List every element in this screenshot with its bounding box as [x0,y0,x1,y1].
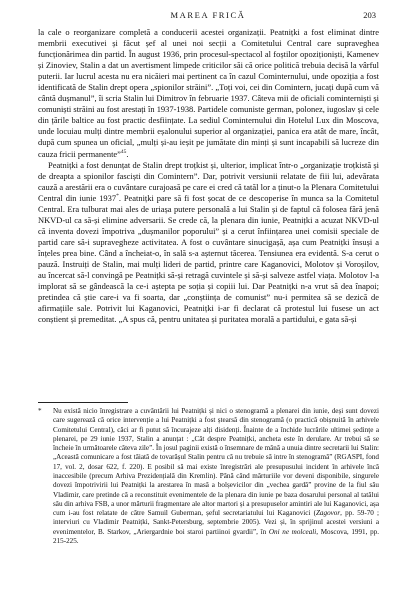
footnote-text-d: , Moscova, 1991, pp. 215-225. [53,527,379,545]
endnote-ref-45: 45 [120,148,127,155]
paragraph-1-end: . [126,148,129,159]
footnote-mark: * [38,407,42,415]
main-text [38,27,379,325]
footnote-text-b: (RGASPI, fond 17, vol. 2, dosar 622, f. 220). E posibil să mai existe înregistrări ale presupusului incident în arhivele încă inaccesibile (precum Arhiva Prezidențială din Kremlin). Până când mărturiile vor deveni disponibile, singurele dovezi împotrivirii lui Peatnițki la arestarea în masă a bolșevicilor din „vechea gardă” provine de la fiul său Vladimir, care pretinde că a reconstituit evenimentele de la plenara din iunie pe baza dosarului personal al tatălui său din arhiva FSB, a unor mărturii fragmentare ale altor martori și a presupuselor amintiri ale lui Kaganovici, așa cum i-au fost relatate de către Samuil Guberman, șeful secretariatului lui Kaganovici ( [53,453,379,518]
footnote-text-a: Nu există nicio înregistrare a cuvântării lui Peatnițki și nici o stenogramă a plenarei din iunie, deși sunt dovezi care sugerează că orice intervenție a lui Peatnițki a fost ștearsă din stenogramă (o practică obișnuită în arhivele Comitetului Central), căci ar fi putut să încurajeze alți disidenți. Înainte de a închide lucrările ultimei ședințe a plenarei, pe 29 iunie 1937, Stalin a anunțat : „Cât despre Peatnițki, ancheta este în derulare. Ar trebui să se încheie în următoarele câteva zile”. În josul paginii există o însemnare de mână a unuia dintre secretarii lui Stalin: „Această comunicare a fost tăiată de tovarășul Stalin pentru că nu trebuie să intre în stenogramă” [53,407,379,462]
paragraph-2-text: Peatnițki a fost denunțat de Stalin drept troțkist și, ulterior, implicat într-o „organizație troțkistă și de dreapta a spionilor fasciști din Comintern”. Dar, potrivit versiunii relatate de fiii lui, adevărata cauză a arestării era o cuvântare curajoasă pe care ei cred că tatăl lor a ținut-o la Plenara Comitetului Central din iunie 1937 [38,159,379,203]
footnote-ref-asterisk: * [116,192,119,199]
page-number: 203 [363,10,376,20]
paragraph-2-rest: . Peatnițki pare să fi fost șocat de ce descoperise în munca sa la Comitetul Central. Era tulburat mai ales de uriașa putere personală a lui Stalin și de faptul că folosea fără jenă NKVD-ul ca să-și elimine adversarii. Se crede că, la plenara din iunie, Peatnițki a acuzat NKVD-ul că inventa dovezi împotriva „dușmanilor poporului” și a cerut înființarea unei comisii speciale de partid care să-i supravegheze activitatea. A fost o cuvântare sinucigașă, așa cum Peatnițki însuși a înțeles prea bine. Când a încheiat-o, în sală s-a așternut tăcerea. Tensiunea era evidentă. S-a cerut o pauză. Instruiți de Stalin, mai mulți lideri de partid, printre care Kaganovici, Molotov și Voroșilov, au încercat să-l convingă pe Peatnițki să-și retragă cuvintele și să-și salveze astfel viața. Molotov l-a implorat să se gândească la ce-i aștepta pe soția și copiii lui. Dar Peatnițki n-a vrut să dea înapoi; pretindea că știe care-i va fi soarta, dar „conștiința de comunist” nu-i permitea să se dezică de afirmațiile sale. Potrivit lui Kaganovici, Peatnițki i-ar fi declarat că protestul lui fusese un act conștient și premeditat. „A spus că, pentru unitatea și puritatea morală a partidului, e gata să-și [38,192,379,325]
page-header [40,8,376,22]
paragraph-2 [38,160,379,326]
footnote-text-c: , pp. 59-70 ; interviuri cu Vladimir Peatnițki, Sankt-Petersburg, septembrie 2005). Vezi și, în sprijinul acestei versiuni a evenimentelor, B. Starkov, „Ariergardnie boi staroi partiinoi gvardii”, în [53,509,379,536]
paragraph-1-text: la cale o reorganizare completă a conducerii acestei organizații. Peatnițki a fost eliminat dintre membrii executivei și făcut șef al unei noi secții a Comitetului Central care supraveghea funcționărimea din partid. În august 1936, prin procesul-spectacol al foștilor opoziționiști, Kamenev și Zinoviev, Stalin a dat un avertisment limpede criticilor săi că orice politică trebuia decisă la vârful puterii. Iar lucrul acesta nu era nicăieri mai pertinent ca în cazul Cominternului, unde opoziția a fost identificată de Stalin drept opera „spionilor străini”. „Toți voi, cei din Comintern, jucați după cum vă cântă dușmanul”, îi scria Stalin lui Dimitrov în februarie 1937. Câteva mii de oficiali cominterniști și comuniști străini au fost arestați în 1937-1938. Partidele comuniste german, polonez, iugoslav și cele din țările baltice au fost practic desființate. La sediul Cominternului din Hotelul Lux din Moscova, unde locuiau mulți dintre membrii eșalonului superior al organizației, panica era atât de mare, încât, după cum spunea un oficial, „mulți și-au ieșit pe jumătate din minți și sunt incapabili să lucreze din cauza fricii permanente” [38,27,379,159]
footnote-book-title-2: Oni ne molceali [268,527,317,536]
footnote-body [53,407,379,546]
running-title: MAREA FRICĂ [170,10,246,20]
footnote [38,407,379,546]
footnote-book-title-1: Zagovor [315,509,341,518]
footnote-divider [38,402,128,403]
paragraph-1 [38,27,379,160]
